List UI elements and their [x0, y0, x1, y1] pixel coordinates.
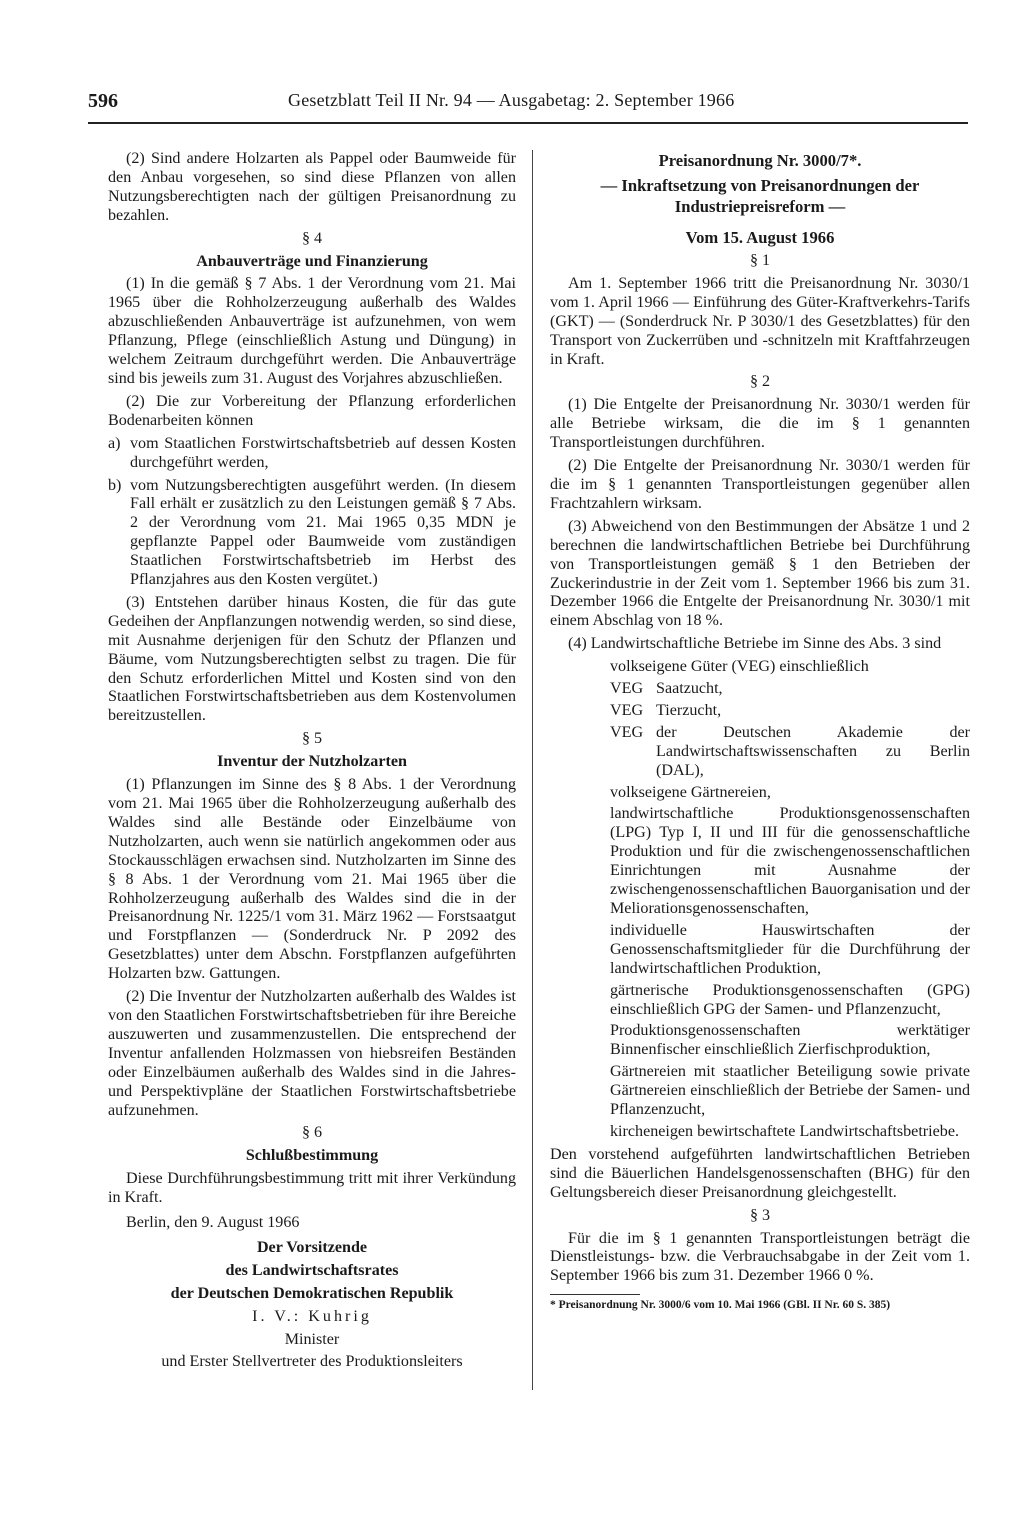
list-item: Produktionsgenossenschaften werktätiger Binnenfischer einschließlich Zierfischproduktion,: [610, 1022, 970, 1059]
list-item: gärtnerische Produktionsgenossenschaften (GPG) einschließlich GPG der Samen- und Pflanzenzucht,: [610, 981, 970, 1018]
section-heading: Inventur der Nutzholzarten: [217, 753, 407, 771]
list-subitem: [610, 724, 970, 781]
veg-text: Tierzucht,: [656, 701, 722, 719]
signature-line: der Deutschen Demokratischen Republik: [170, 1284, 454, 1302]
section-number: § 6: [301, 1124, 323, 1142]
veg-text: der Deutschen Akademie der Landwirtschaftswissenschaften zu Berlin (DAL),: [656, 723, 970, 779]
signatory-name: I. V.: Kuhrig: [252, 1307, 372, 1325]
section-number: § 2: [749, 373, 771, 391]
paragraph: (2) Die Inventur der Nutzholzarten außerhalb des Waldes ist von den Staatlichen Forstwirtschaftsbetrieben für ihre Bereiche auszuwerten und zusammenzustellen. Die entsprechend der Inventur anfallenden Holzmassen von hiebsreifen Beständen oder Einzelbäumen außerhalb des Waldes sind in die Jahres- und Perspektivpläne der Staatlichen Forstwirtschaftsbetriebe aufzunehmen.: [108, 988, 516, 1119]
list-item: [108, 477, 516, 590]
right-column: [550, 150, 970, 1316]
column-divider: [532, 150, 533, 1390]
footnote-rule: [550, 1294, 640, 1295]
paragraph: Diese Durchführungsbestimmung tritt mit ihrer Verkündung in Kraft.: [108, 1170, 516, 1207]
ordinance-date: Vom 15. August 1966: [685, 228, 835, 247]
paragraph: (2) Die zur Vorbereitung der Pflanzung erforderlichen Bodenarbeiten können: [108, 392, 516, 429]
left-column: [108, 150, 516, 1376]
paragraph: (1) Die Entgelte der Preisanordnung Nr. 3030/1 werden für alle Betriebe wirksam, die die im § 1 genannten Transportleistungen durchführen.: [550, 396, 970, 452]
list-text: vom Nutzungsberechtigten ausgeführt werden. (In diesem Fall erhält er zusätzlich zu den Leistungen gemäß § 7 Abs. 2 der Verordnung vom 21. Mai 1965 0,35 MDN je gepflanzte Pappel oder Baumweide vom zuständigen Staatlichen Forstwirtschaftsbetrieb im Herbst des Pflanzjahres aus den Kosten vergütet.): [130, 476, 516, 589]
paragraph: (4) Landwirtschaftliche Betriebe im Sinne des Abs. 3 sind: [568, 635, 942, 653]
veg-label: VEG: [610, 701, 644, 719]
signature-block: [108, 1239, 516, 1372]
paragraph: Den vorstehend aufgeführten landwirtschaftlichen Betrieben sind die Bäuerlichen Handelsgenossenschaften (BHG) für den Geltungsbereich dieser Preisanordnung gleichgestellt.: [550, 1145, 970, 1201]
veg-label: VEG: [610, 680, 644, 698]
section-number: § 4: [301, 229, 323, 247]
list-subitem: [610, 702, 970, 721]
page-number: 596: [88, 90, 118, 112]
paragraph: (3) Entstehen darüber hinaus Kosten, die für das gute Gedeihen der Anpflanzungen notwendig werden, so sind diese, mit Ausnahme derjenigen für den Schutz der Pflanzen und Bäume, vom Nutzungsberechtigten selbst zu tragen. Die für den Schutz erforderlichen Mittel und Kosten sind von den Staatlichen Forstwirtschaftsbetrieben aus dem Kostenvolumen bereitzustellen.: [108, 593, 516, 725]
paragraph: Für die im § 1 genannten Transportleistungen beträgt die Dienstleistungs- bzw. die Verbrauchsabgabe in der Zeit vom 1. September 1966 bis zum 31. Dezember 1966 0 %.: [550, 1229, 970, 1285]
list-marker: b): [108, 476, 122, 494]
veg-text: Saatzucht,: [656, 680, 723, 698]
page-header: [88, 88, 968, 124]
signatory-role: und Erster Stellvertreter des Produktionsleiters: [161, 1353, 463, 1371]
section-number: § 3: [749, 1206, 771, 1224]
gazette-title: Gesetzblatt Teil II Nr. 94 — Ausgabetag: 2. September 1966: [288, 90, 735, 110]
list-item: individuelle Hauswirtschaften der Genossenschaftsmitglieder für die Durchführung der landwirtschaftlichen Produktion,: [610, 921, 970, 977]
ordinance-subtitle: — Inkraftsetzung von Preisanordnungen der Industriepreisreform —: [600, 176, 920, 216]
list-item: [108, 435, 516, 473]
ordinance-title: Preisanordnung Nr. 3000/7*.: [658, 151, 862, 170]
section-heading: Schlußbestimmung: [245, 1147, 379, 1165]
list-marker: a): [108, 434, 121, 452]
section-number: § 5: [301, 730, 323, 748]
list-subitem: [610, 680, 970, 699]
list-item: volkseigene Gärtnereien,: [610, 783, 771, 801]
signature-line: Der Vorsitzende: [256, 1238, 368, 1256]
signatory-title: Minister: [284, 1330, 340, 1348]
paragraph: Am 1. September 1966 tritt die Preisanordnung Nr. 3030/1 vom 1. April 1966 — Einführung des Güter-Kraftverkehrs-Tarifs (GKT) — (Sonderdruck Nr. P 3030/1 des Gesetzblattes) für den Transport von Zuckerrüben und -schnitzeln mit Kraftfahrzeugen in Kraft.: [550, 274, 970, 368]
section-number: § 1: [749, 252, 771, 269]
footnote: * Preisanordnung Nr. 3000/6 vom 10. Mai 1966 (GBl. II Nr. 60 S. 385): [550, 1299, 891, 1312]
veg-label: VEG: [610, 723, 644, 741]
paragraph: (2) Sind andere Holzarten als Pappel oder Baumweide für den Anbau vorgesehen, so sind diese Pflanzen von allen Nutzungsberechtigten nach der gültigen Preisanordnung zu bezahlen.: [108, 150, 516, 224]
place-date: Berlin, den 9. August 1966: [126, 1214, 300, 1232]
list-item: landwirtschaftliche Produktionsgenossenschaften (LPG) Typ I, II und III für die genossenschaftliche Produktion und für die zwischengenossenschaftlichen Einrichtungen mit Ausnahme der zwischengenossenschaftlichen Bauorganisation und der Meliorationsgenossenschaften,: [610, 805, 970, 917]
paragraph: (1) Pflanzungen im Sinne des § 8 Abs. 1 der Verordnung vom 21. Mai 1965 über die Rohholzerzeugung außerhalb des Waldes sind alle Bestände oder Einzelbäume von Nutzholzarten, auch wenn sie natürlich angekommen oder aus Stockausschlägen erwachsen sind. Nutzholzarten im Sinne des § 8 Abs. 1 der Verordnung vom 21. Mai 1965 über die Rohholzerzeugung außerhalb des Waldes sind die in der Preisanordnung Nr. 1225/1 vom 31. März 1962 — Forstsaatgut und Forstpflanzen — (Sonderdruck Nr. P 2092 des Gesetzblattes) unter dem Abschn. Forstpflanzen aufgeführten Holzarten bzw. Gattungen.: [108, 776, 516, 983]
enterprise-list: [610, 658, 970, 1142]
section-heading: Anbauverträge und Finanzierung: [196, 252, 428, 270]
signature-line: des Landwirtschaftsrates: [225, 1261, 399, 1279]
paragraph: (2) Die Entgelte der Preisanordnung Nr. 3030/1 werden für die im § 1 genannten Transportleistungen gegenüber allen Frachtzahlern wirksam.: [550, 457, 970, 512]
list-text: vom Staatlichen Forstwirtschaftsbetrieb auf dessen Kosten durchgeführt werden,: [130, 434, 516, 471]
list-item: Gärtnereien mit staatlicher Beteiligung sowie private Gärtnereien einschließlich der Betriebe der Samen- und Pflanzenzucht,: [610, 1063, 970, 1119]
paragraph: (3) Abweichend von den Bestimmungen der Absätze 1 und 2 berechnen die landwirtschaftlichen Betriebe bei Durchführung von Transportleistungen gemäß § 1 den Betrieben der Zuckerindustrie in der Zeit vom 1. September 1966 bis zum 31. Dezember 1966 die Entgelte der Preisanordnung Nr. 3030/1 mit einem Abschlag von 18 %.: [550, 517, 970, 630]
list-item: kircheneigen bewirtschaftete Landwirtschaftsbetriebe.: [610, 1122, 959, 1140]
list-item: volkseigene Güter (VEG) einschließlich: [610, 658, 869, 676]
paragraph: (1) In die gemäß § 7 Abs. 1 der Verordnung vom 21. Mai 1965 über die Rohholzerzeugung außerhalb des Waldes abzuschließenden Anbauverträge ist aufzunehmen, von wem Pflanzung, Pflege (einschließlich Astung und Düngung) in welchem Zeitraum durchgeführt werden. Die Anbauverträge sind bis jeweils zum 31. August des Vorjahres abzuschließen.: [108, 275, 516, 387]
